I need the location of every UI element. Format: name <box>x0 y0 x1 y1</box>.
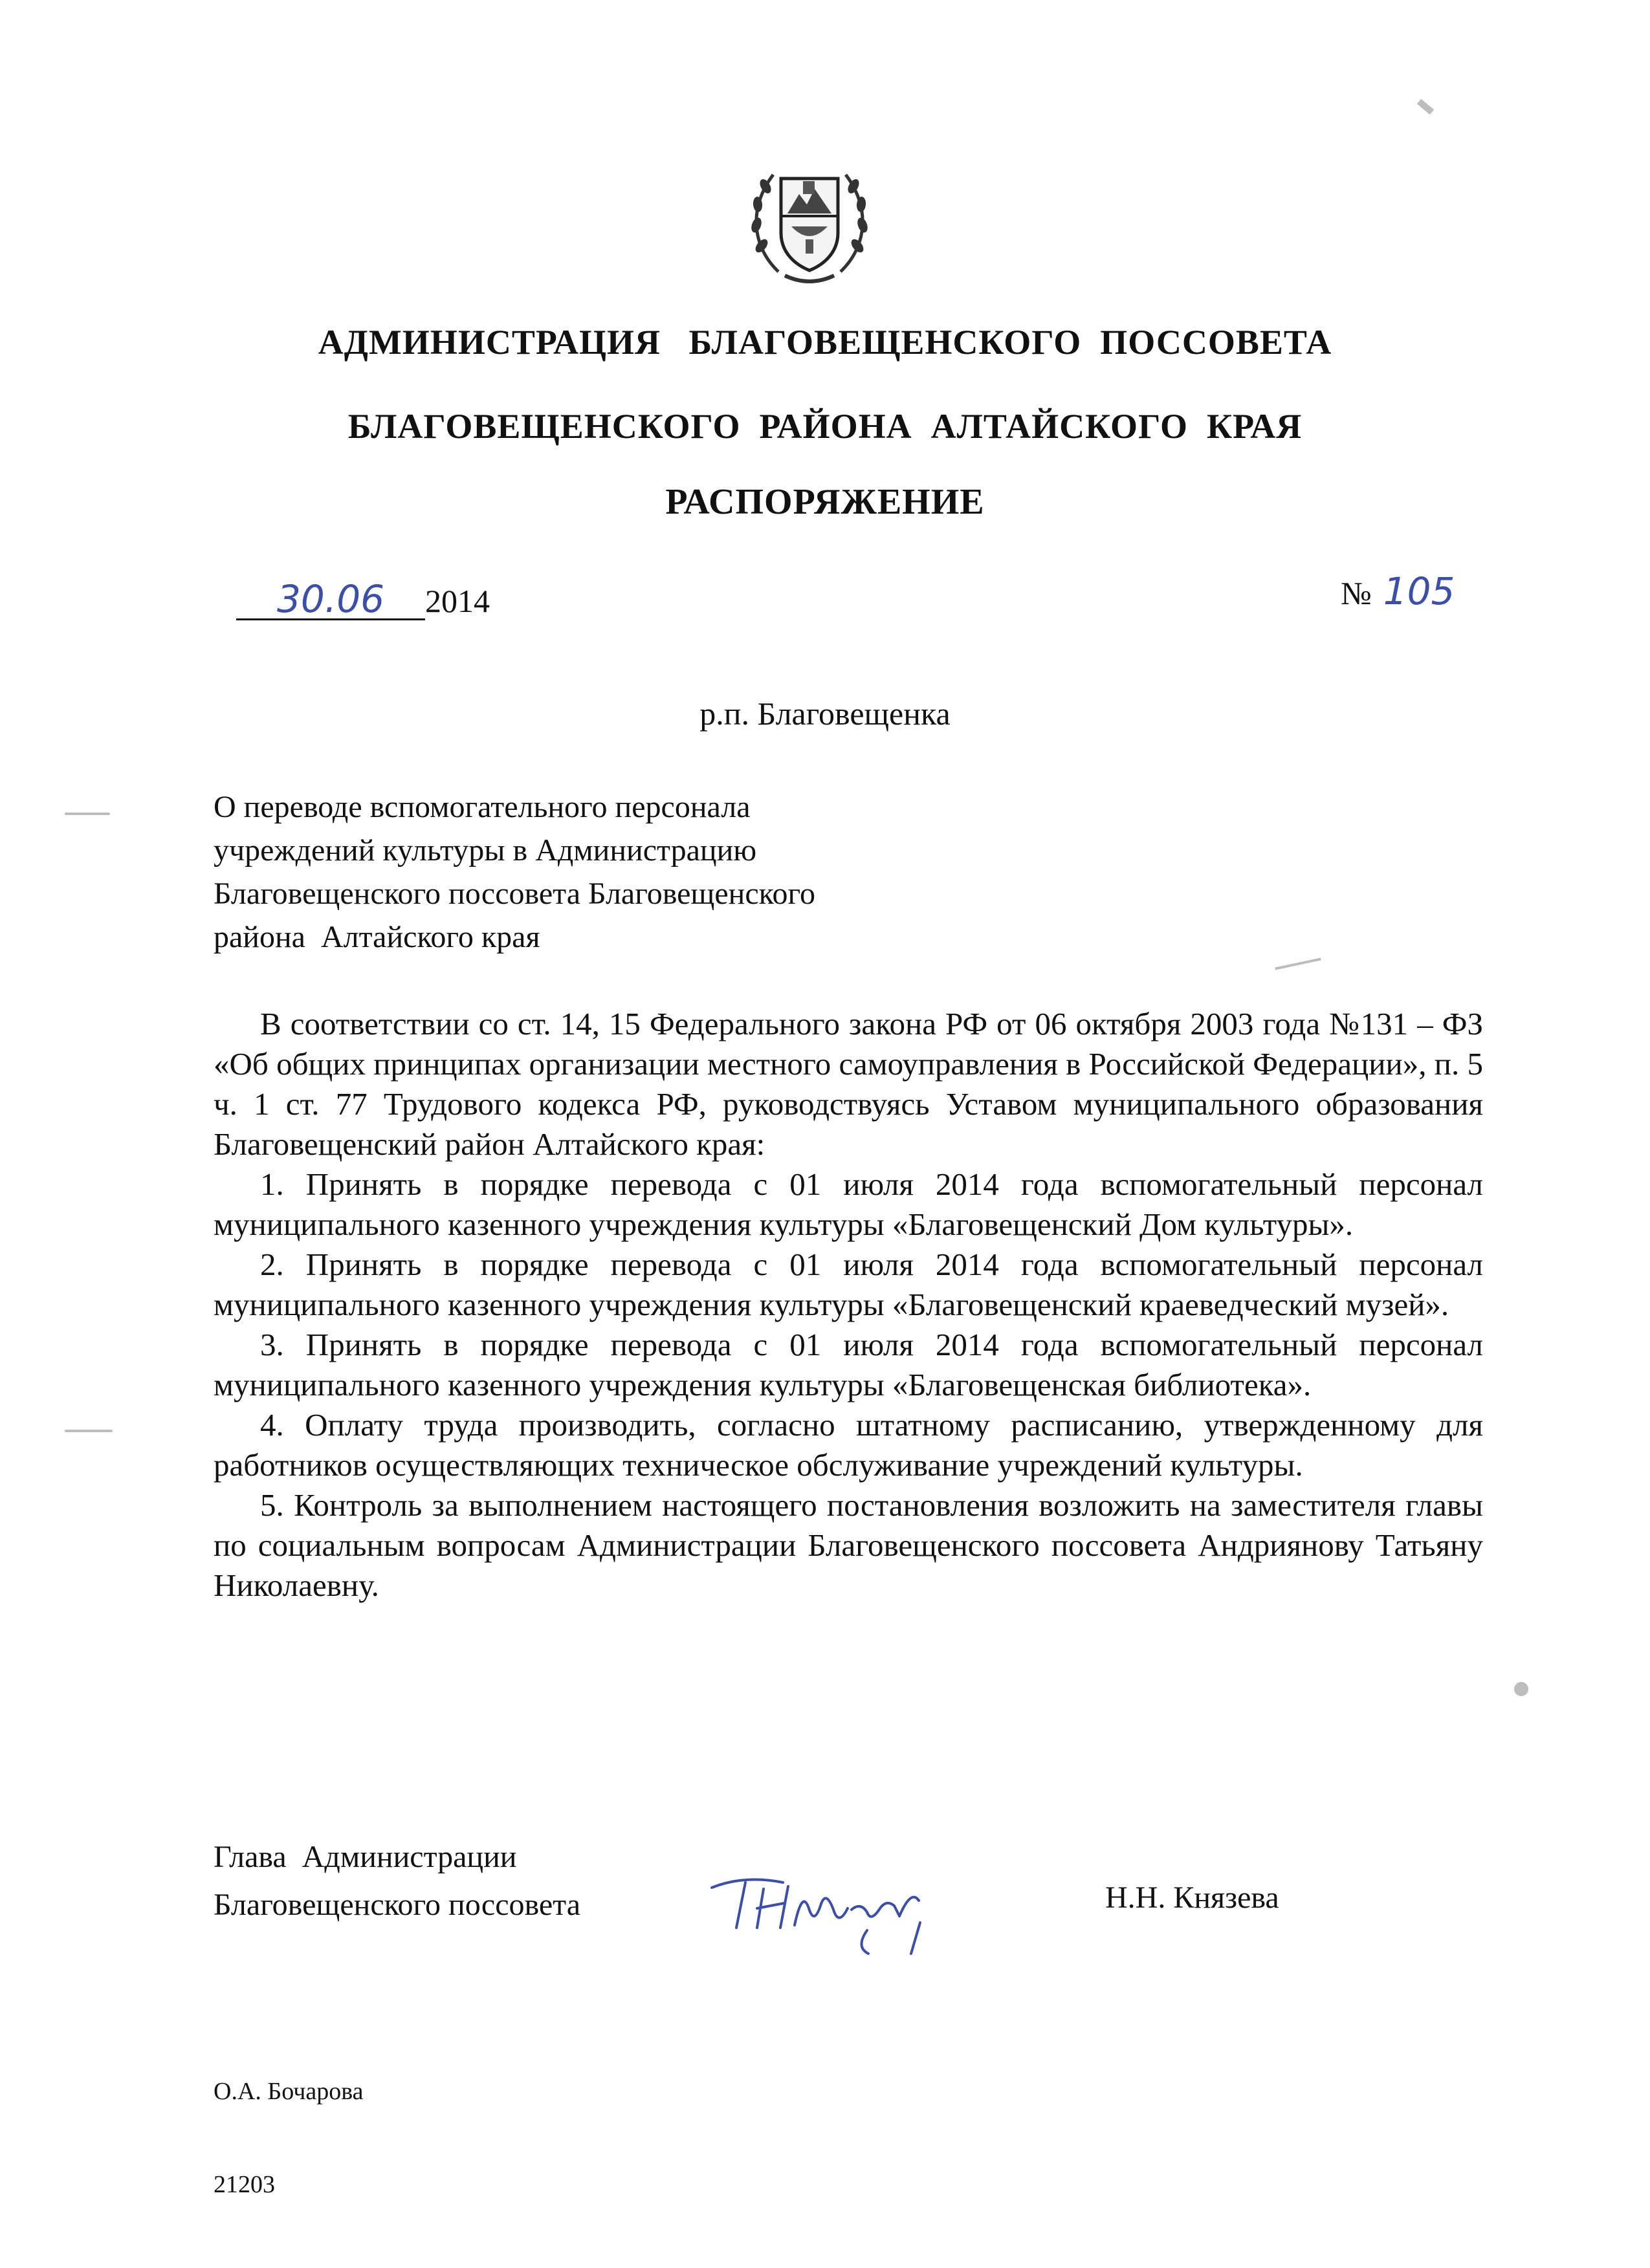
executor-info <box>214 2014 364 2231</box>
preamble-paragraph: В соответствии со ст. 14, 15 Федерального закона РФ от 06 октября 2003 года №131 – ФЗ «Об общих принципах организации местного самоуправления в Российской Федерации», п. 5 ч. 1 ст. 77 Трудового кодекса РФ, руководствуясь Уставом муниципального образования Благовещенский район Алтайского края: <box>214 1006 1483 1162</box>
handwritten-signature <box>705 1863 951 1960</box>
scan-mark <box>1417 99 1434 114</box>
scan-mark <box>1275 958 1321 970</box>
clause-2: 2. Принять в порядке перевода с 01 июля 2014 года вспомогательный персонал муниципального казенного учреждения культуры «Благовещенский краеведческий музей». <box>214 1247 1483 1322</box>
document-type: РАСПОРЯЖЕНИЕ <box>665 482 985 522</box>
scan-mark <box>65 812 110 815</box>
document-body <box>214 1004 1483 1606</box>
header-district: БЛАГОВЕЩЕНСКОГО РАЙОНА АЛТАЙСКОГО КРАЯ <box>347 407 1303 446</box>
document-number <box>1341 569 1455 613</box>
date-year: 2014 <box>425 583 490 619</box>
clause-3: 3. Принять в порядке перевода с 01 июля 2014 года вспомогательный персонал муниципального казенного учреждения культуры «Благовещенская библиотека». <box>214 1327 1483 1402</box>
coat-of-arms-emblem <box>740 149 879 289</box>
scan-mark <box>1514 1682 1528 1696</box>
signatory-title: Глава Администрации Благовещенского поссовета <box>214 1840 581 1922</box>
clause-4: 4. Оплату труда производить, согласно штатному расписанию, утвержденному для работников осуществляющих техническое обслуживание учреждений культуры. <box>214 1407 1483 1483</box>
document-subject: О переводе вспомогательного персонала учреждений культуры в Администрацию Благовещенского поссовета Благовещенского района Алтайского края <box>214 790 816 954</box>
date-handwritten: 30.06 <box>236 580 425 620</box>
executor-name: О.А. Бочарова <box>214 2078 364 2105</box>
document-date <box>236 577 490 621</box>
number-handwritten: 105 <box>1383 569 1455 613</box>
header-organization: АДМИНИСТРАЦИЯ БЛАГОВЕЩЕНСКОГО ПОССОВЕТА <box>318 323 1332 362</box>
signatory-name: Н.Н. Князева <box>1105 1881 1279 1915</box>
number-sign: № <box>1341 575 1372 611</box>
clause-5: 5. Контроль за выполнением настоящего постановления возложить на заместителя главы по социальным вопросам Администрации Благовещенского поссовета Андриянову Татьяну Николаевну. <box>214 1487 1483 1603</box>
place-of-issue: р.п. Благовещенка <box>699 695 951 732</box>
scan-mark <box>65 1430 113 1432</box>
clause-1: 1. Принять в порядке перевода с 01 июля 2014 года вспомогательный персонал муниципального казенного учреждения культуры «Благовещенский Дом культуры». <box>214 1166 1483 1242</box>
executor-phone: 21203 <box>214 2171 275 2198</box>
